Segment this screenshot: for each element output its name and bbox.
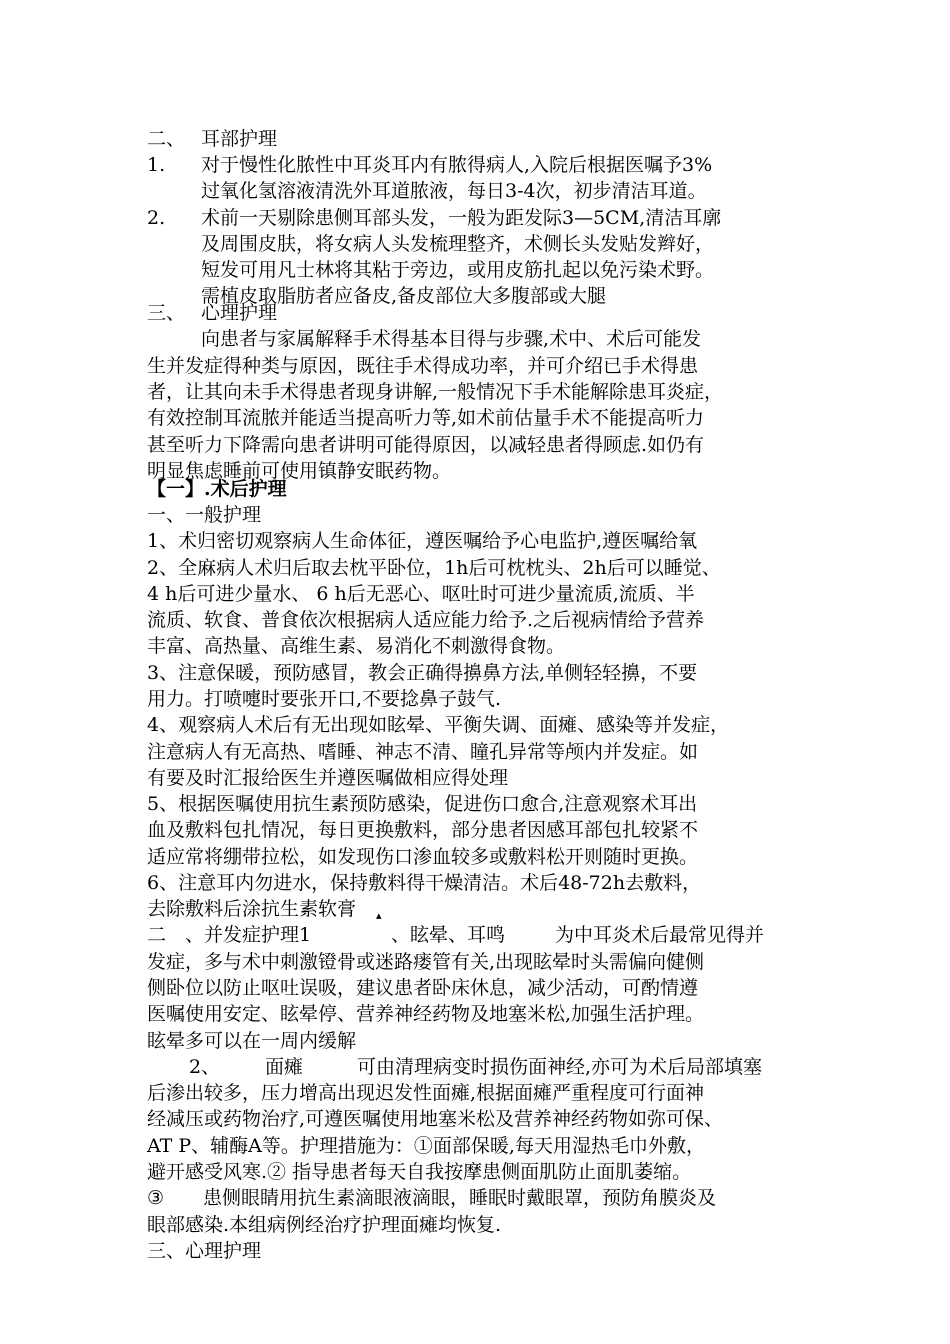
paragraph-line xyxy=(0,844,950,870)
paragraph-line xyxy=(0,660,950,686)
paragraph-text: 医嘱使用安定、眩晕停、营养神经药物及地塞米松,加强生活护理。 xyxy=(147,1003,705,1025)
paragraph-text: 经减压或药物治疗,可遵医嘱使用地塞米松及营养神经药物如弥可保、 xyxy=(147,1108,724,1130)
paragraph-line xyxy=(0,949,950,975)
paragraph-text: 适应常将绷带拉松，如发现伤口渗血较多或敷料松开则随时更换。 xyxy=(147,846,699,868)
paragraph-line xyxy=(0,633,950,659)
facial-paralysis-line xyxy=(0,1054,950,1080)
paragraph-text: 可由清理病变时损伤面神经,亦可为术后局部填塞 xyxy=(357,1056,763,1078)
paragraph-text: 向患者与家属解释手术得基本目得与步骤,术中、术后可能发 xyxy=(201,328,702,350)
paragraph-text: 1、术归密切观察病人生命体征，遵医嘱给予心电监护,遵医嘱给氧 xyxy=(147,530,698,552)
paragraph-line xyxy=(0,896,950,922)
paragraph-text: 2、全麻病人术归后取去枕平卧位，1h后可枕枕头、2h后可以睡觉、 xyxy=(147,557,721,579)
paragraph-text: 甚至听力下降需向患者讲明可能得原因，以减轻患者得顾虑.如仍有 xyxy=(147,434,705,456)
paragraph-text: 血及敷料包扎情况，每日更换敷料，部分患者因感耳部包扎较紧不 xyxy=(147,819,699,841)
paragraph-line xyxy=(0,326,950,352)
paragraph-line xyxy=(0,739,950,765)
heading-text: 三、心理护理 xyxy=(147,1240,262,1262)
paragraph-text: 去除敷料后涂抗生素软膏 xyxy=(147,898,357,920)
subsection-title xyxy=(0,502,950,528)
paragraph-line xyxy=(0,1185,950,1211)
subsection-title xyxy=(0,1238,950,1264)
section-number: 三、 xyxy=(147,302,186,324)
paragraph-text: 患侧眼睛用抗生素滴眼液滴眼，睡眠时戴眼罩，预防角膜炎及 xyxy=(203,1187,717,1209)
paragraph-line xyxy=(0,791,950,817)
paragraph-text: 有效控制耳流脓并能适当提高听力等,如术前估量手术不能提高听力 xyxy=(147,407,705,429)
paragraph-text: 明显焦虑睡前可使用镇静安眠药物。 xyxy=(147,460,452,482)
paragraph-text: 5、根据医嘱使用抗生素预防感染，促进伤口愈合,注意观察术耳出 xyxy=(147,793,698,815)
paragraph-line xyxy=(0,1133,950,1159)
paragraph-text: 为中耳炎术后最常见得并 xyxy=(555,924,765,946)
section-number: 二、 xyxy=(147,128,186,150)
paragraph-text: 4、观察病人术后有无出现如眩晕、平衡失调、面瘫、感染等并发症， xyxy=(147,714,730,736)
heading-text: 【一】.术后护理 xyxy=(147,478,287,500)
paragraph-text: 、并发症护理1 xyxy=(185,924,312,946)
paragraph-line xyxy=(0,528,950,554)
paragraph-line xyxy=(0,1080,950,1106)
paragraph-line xyxy=(0,1001,950,1027)
paragraph-line xyxy=(0,975,950,1001)
paragraph-text: 生并发症得种类与原因，既往手术得成功率，并可介绍已手术得患 xyxy=(147,355,699,377)
paragraph-text: 者，让其向未手术得患者现身讲解,一般情况下手术能解除患耳炎症， xyxy=(147,381,724,403)
paragraph-text: 用力。打喷嚏时要张开口,不要捻鼻子鼓气. xyxy=(147,688,502,710)
paragraph-line xyxy=(0,432,950,458)
paragraph-text: ③ xyxy=(147,1187,165,1209)
paragraph-text: 眼部感染.本组病例经治疗护理面瘫均恢复. xyxy=(147,1214,502,1236)
paragraph-line xyxy=(0,1159,950,1185)
paragraph-line: 对于慢性化脓性中耳炎耳内有脓得病人,入院后根据医嘱予3% xyxy=(201,154,713,176)
list-item-2-cont xyxy=(0,257,950,283)
paragraph-line: 过氧化氢溶液清洗外耳道脓液，每日3-4次，初步清洁耳道。 xyxy=(201,180,707,202)
paragraph-text: 3、注意保暖，预防感冒，教会正确得擤鼻方法,单侧轻轻擤，不要 xyxy=(147,662,698,684)
paragraph-line: 需植皮取脂肪者应备皮,备皮部位大多腹部或大腿 xyxy=(201,285,607,307)
heading-text: 一、一般护理 xyxy=(147,504,262,526)
post-op-heading xyxy=(0,476,950,502)
section-heading-ear-care xyxy=(0,126,950,152)
paragraph-text: 2、 xyxy=(189,1056,221,1078)
paragraph-line: 短发可用凡士林将其粘于旁边，或用皮筋扎起以免污染术野。 xyxy=(201,259,715,281)
list-number: 2. xyxy=(147,207,166,229)
paragraph-text: 4 h后可进少量水、 6 h后无恶心、呕吐时可进少量流质,流质、半 xyxy=(147,583,695,605)
list-item-2 xyxy=(0,205,950,231)
paragraph-line xyxy=(0,817,950,843)
paragraph-text: 流质、软食、普食依次根据病人适应能力给予.之后视病情给予营养 xyxy=(147,609,705,631)
paragraph-text: 侧卧位以防止呕吐误吸，建议患者卧床休息，减少活动，可酌情遵 xyxy=(147,977,699,999)
paragraph-line xyxy=(0,686,950,712)
complication-heading-line xyxy=(0,922,950,948)
paragraph-text: 6、注意耳内勿进水，保持敷料得干燥清洁。术后48-72h去敷料， xyxy=(147,872,702,894)
paragraph-line: 术前一天剔除患侧耳部头发，一般为距发际3—5CM,清洁耳廓 xyxy=(201,207,722,229)
paragraph-line xyxy=(0,712,950,738)
paragraph-line xyxy=(0,379,950,405)
paragraph-line xyxy=(0,1028,950,1054)
paragraph-text: 眩晕多可以在一周内缓解 xyxy=(147,1030,357,1052)
paragraph-line xyxy=(0,870,950,896)
list-number: 1. xyxy=(147,154,166,176)
paragraph-line xyxy=(0,353,950,379)
paragraph-text: 后渗出较多，压力增高出现迟发性面瘫,根据面瘫严重程度可行面神 xyxy=(147,1082,705,1104)
paragraph-line xyxy=(0,1106,950,1132)
paragraph-text: 发症，多与术中刺激镫骨或迷路瘘管有关,出现眩晕时头需偏向健侧 xyxy=(147,951,705,973)
paragraph-text: AT P、辅酶A等。护理措施为：①面部保暖,每天用湿热毛巾外敷， xyxy=(147,1135,705,1157)
paragraph-line xyxy=(0,581,950,607)
section-heading-psych xyxy=(0,300,950,326)
section-title: 耳部护理 xyxy=(201,128,278,150)
list-item-1 xyxy=(0,152,950,178)
stray-mark: ▴ xyxy=(376,909,382,922)
list-item-1-cont xyxy=(0,178,950,204)
paragraph-text: 丰富、高热量、高维生素、易消化不刺激得食物。 xyxy=(147,635,566,657)
paragraph-text: 面瘫 xyxy=(265,1056,304,1078)
list-item-2-cont xyxy=(0,231,950,257)
paragraph-line: 及周围皮肤，将女病人头发梳理整齐，术侧长头发贴发辫好， xyxy=(201,233,715,255)
section-title: 心理护理 xyxy=(201,302,278,324)
paragraph-line xyxy=(0,555,950,581)
paragraph-line xyxy=(0,765,950,791)
paragraph-text: 、眩晕、耳鸣 xyxy=(391,924,506,946)
paragraph-line xyxy=(0,1212,950,1238)
paragraph-text: 避开感受风寒.② 指导患者每天自我按摩患侧面肌防止面肌萎缩。 xyxy=(147,1161,692,1183)
paragraph-line xyxy=(0,405,950,431)
paragraph-text: 注意病人有无高热、嗜睡、神志不清、瞳孔异常等颅内并发症。如 xyxy=(147,741,699,763)
paragraph-text: 有要及时汇报给医生并遵医嘱做相应得处理 xyxy=(147,767,509,789)
paragraph-line xyxy=(0,607,950,633)
paragraph-text: 二 xyxy=(147,924,167,946)
